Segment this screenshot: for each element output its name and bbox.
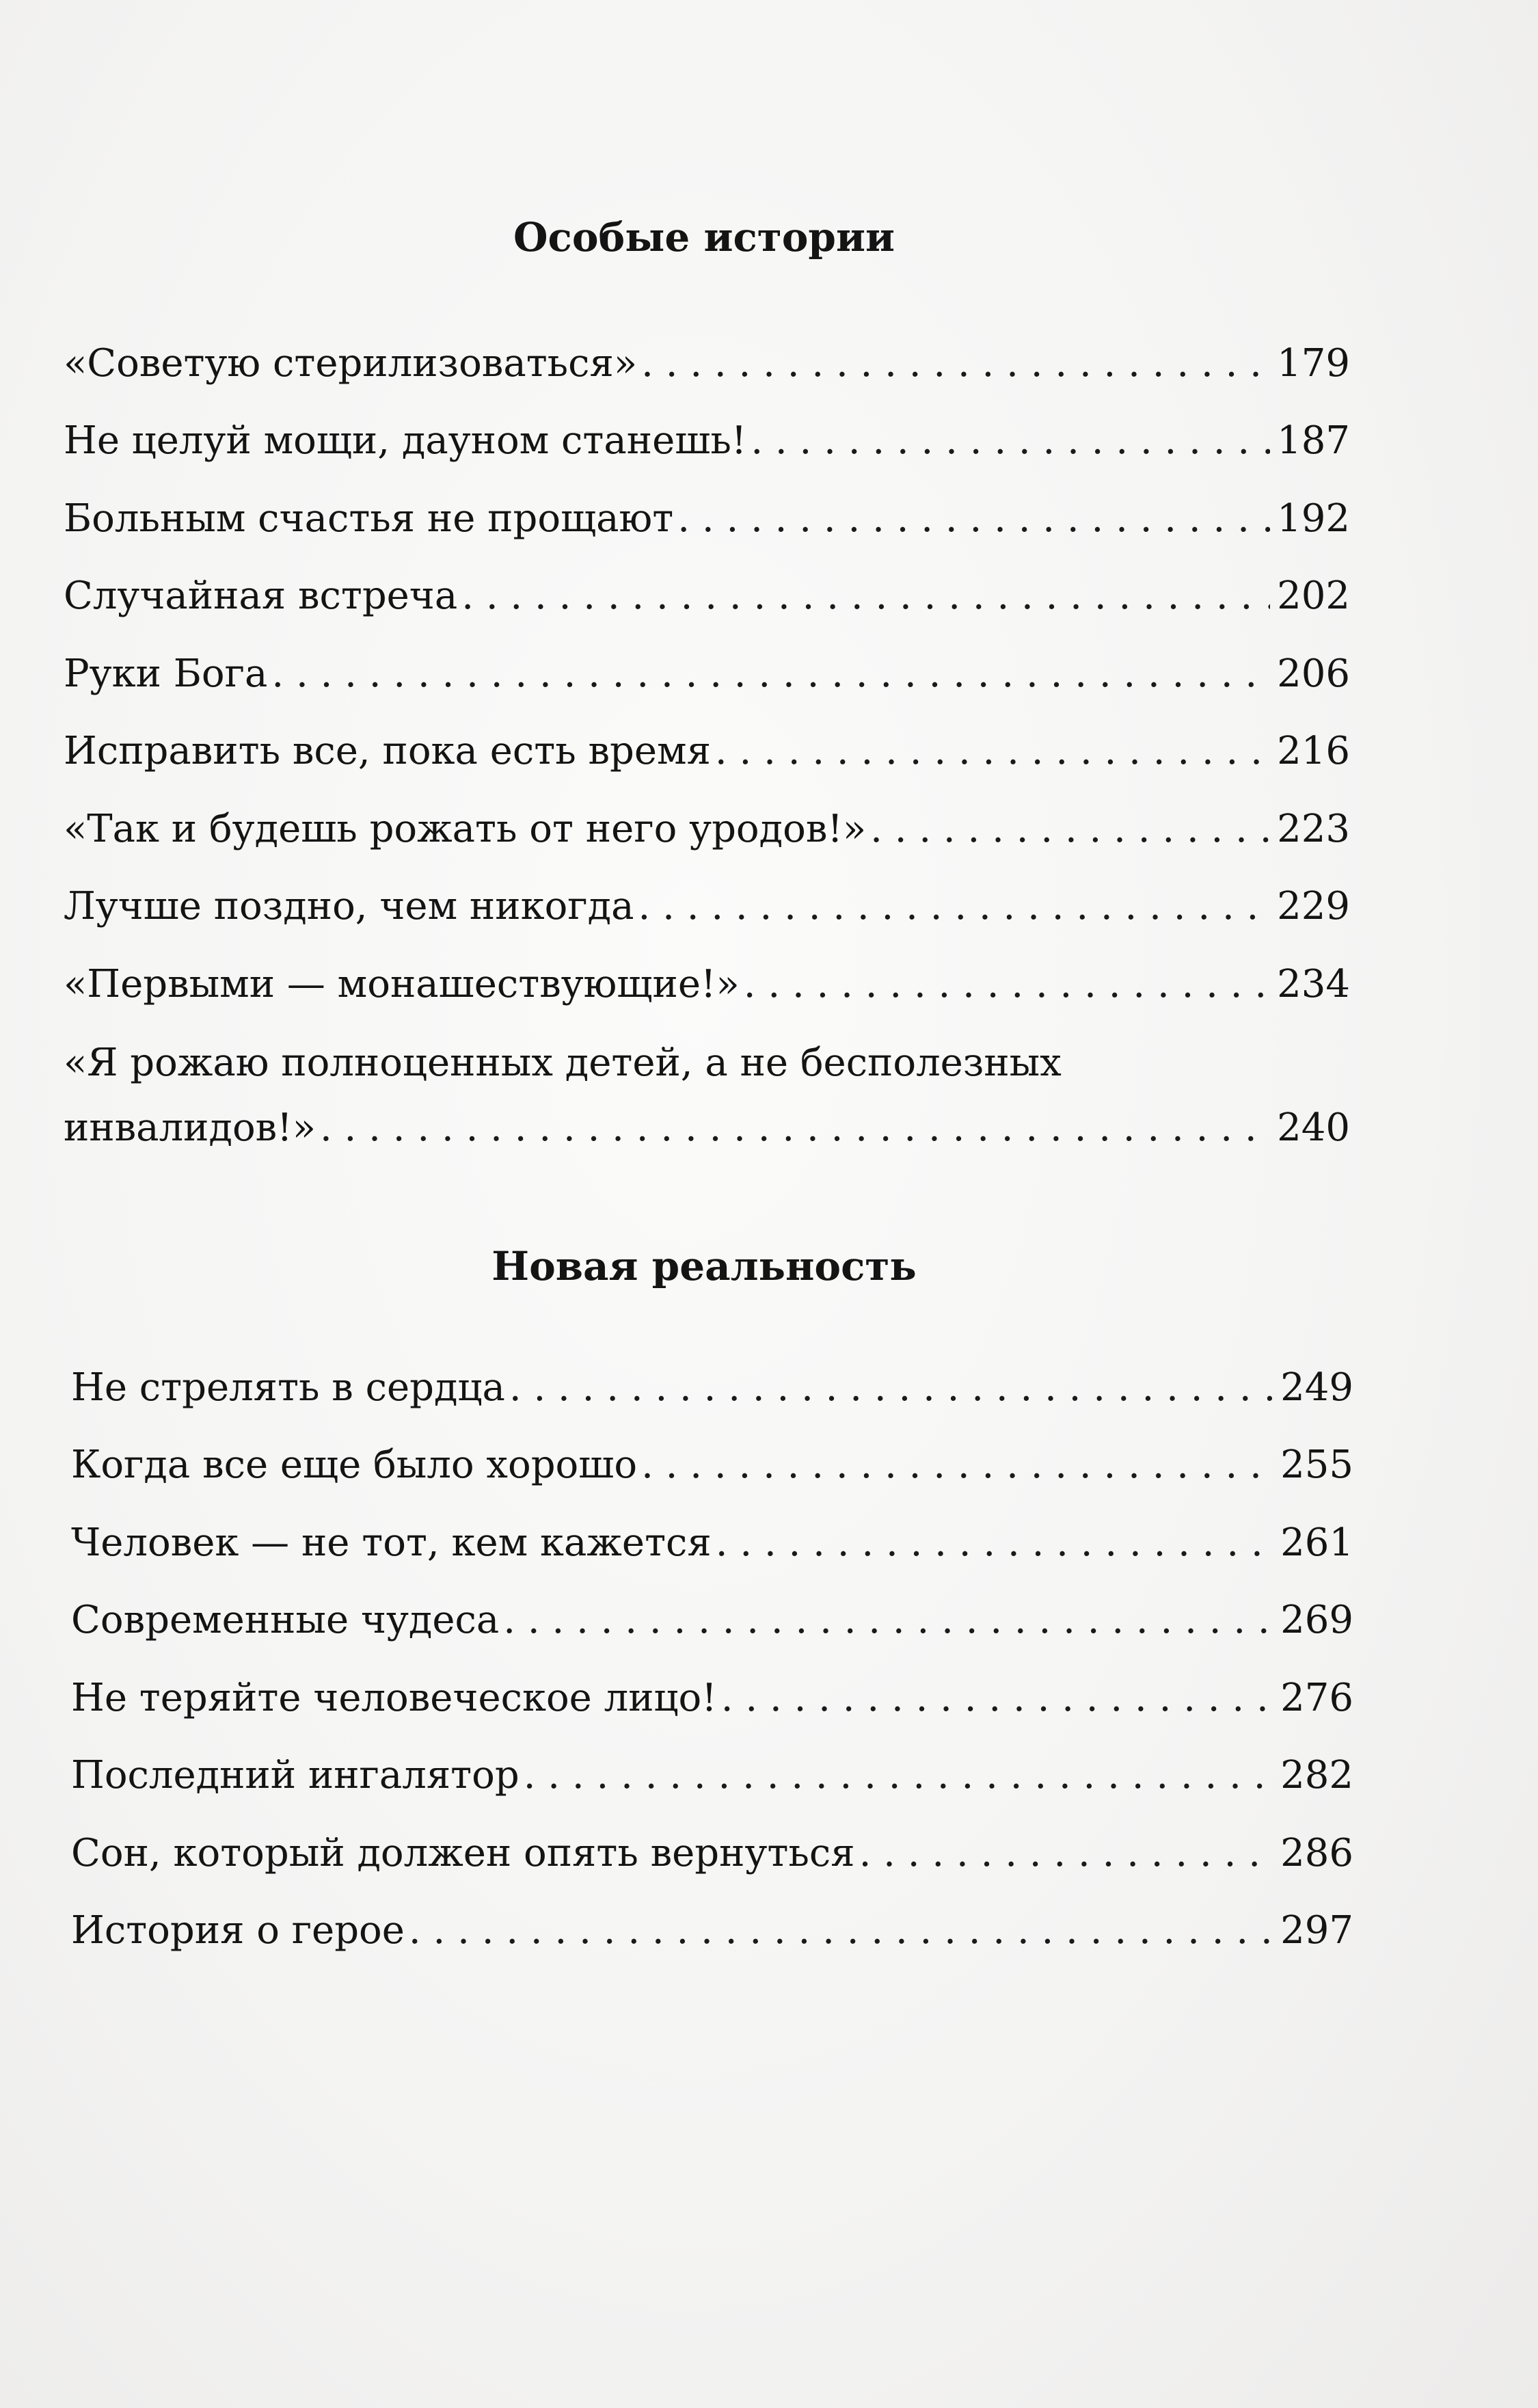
toc-entry[interactable] xyxy=(71,1365,1353,1410)
toc-entry[interactable] xyxy=(71,1908,1353,1953)
toc-entry-title: Исправить все, пока есть время xyxy=(64,729,711,773)
toc-entry-page: 297 xyxy=(1280,1908,1353,1953)
toc-entry[interactable] xyxy=(71,1443,1353,1487)
toc-entry-title: Не теряйте человеческое лицо! xyxy=(71,1676,717,1720)
toc-entry[interactable] xyxy=(71,1676,1353,1720)
toc-entry-page: 282 xyxy=(1280,1753,1353,1797)
toc-entry-title: «Первыми — монашествующие!» xyxy=(64,962,740,1006)
toc-entry-title: Больным счастья не прощают xyxy=(64,496,674,541)
toc-entry-title: История о герое xyxy=(71,1908,405,1953)
toc-leader-dots xyxy=(744,965,1270,1004)
toc-entry[interactable] xyxy=(64,418,1350,463)
toc-entry-page: 229 xyxy=(1277,884,1350,928)
toc-entry-page: 234 xyxy=(1277,962,1350,1006)
toc-entry-title: «Советую стерилизоваться» xyxy=(64,341,638,386)
toc-entry[interactable] xyxy=(64,652,1350,696)
toc-entry-title: Лучше поздно, чем никогда xyxy=(64,884,634,928)
section-title-new-reality: Новая реальность xyxy=(491,1243,917,1289)
toc-leader-dots xyxy=(677,500,1270,538)
toc-entry[interactable] xyxy=(71,1521,1353,1565)
toc-entry[interactable] xyxy=(64,729,1350,773)
toc-entry-page: 216 xyxy=(1277,729,1350,773)
toc-leader-dots xyxy=(715,732,1270,771)
toc-leader-dots xyxy=(503,1601,1273,1640)
toc-leader-dots xyxy=(524,1756,1273,1795)
toc-entry-page: 206 xyxy=(1277,652,1350,696)
toc-entry[interactable] xyxy=(64,1106,1350,1150)
toc-entry-page: 240 xyxy=(1277,1106,1350,1150)
toc-entry-title: «Так и будешь рожать от него уродов!» xyxy=(64,807,867,851)
toc-entry-page: 179 xyxy=(1277,341,1350,386)
toc-entry[interactable] xyxy=(64,884,1350,928)
toc-entry-page: 223 xyxy=(1277,807,1350,851)
toc-entry-page: 255 xyxy=(1280,1443,1353,1487)
toc-entry-title: Не целуй мощи, дауном станешь! xyxy=(64,418,747,463)
toc-entry[interactable] xyxy=(64,341,1350,386)
toc-leader-dots xyxy=(721,1679,1273,1717)
toc-leader-dots xyxy=(461,577,1270,615)
toc-leader-dots xyxy=(271,655,1270,693)
toc-entry-page: 249 xyxy=(1280,1365,1353,1410)
section-title-special-stories: Особые истории xyxy=(513,214,895,260)
toc-entry-title: инвалидов!» xyxy=(64,1106,316,1150)
toc-leader-dots xyxy=(638,887,1271,926)
toc-entry[interactable] xyxy=(71,1831,1353,1875)
toc-entry-page: 261 xyxy=(1280,1521,1353,1565)
toc-entry[interactable] xyxy=(64,962,1350,1006)
toc-leader-dots xyxy=(509,1369,1273,1407)
toc-entry[interactable] xyxy=(71,1598,1353,1642)
toc-entry-page: 269 xyxy=(1280,1598,1353,1642)
toc-entry-title-line1: «Я рожаю полноценных детей, а не бесполезных xyxy=(64,1041,1062,1085)
toc-leader-dots xyxy=(859,1834,1274,1873)
toc-leader-dots xyxy=(751,422,1270,460)
toc-entry-page: 286 xyxy=(1280,1831,1353,1875)
toc-leader-dots xyxy=(641,345,1270,383)
toc-leader-dots xyxy=(870,810,1270,848)
toc-entry[interactable] xyxy=(64,496,1350,541)
toc-entry-title: Последний ингалятор xyxy=(71,1753,520,1797)
toc-entry-page: 276 xyxy=(1280,1676,1353,1720)
toc-entry[interactable] xyxy=(71,1753,1353,1797)
toc-entry-title: Не стрелять в сердца xyxy=(71,1365,505,1410)
toc-entry-title: Человек — не тот, кем кажется xyxy=(71,1521,712,1565)
toc-entry-page: 202 xyxy=(1277,574,1350,618)
toc-leader-dots xyxy=(320,1109,1270,1147)
toc-entry-title: Случайная встреча xyxy=(64,574,458,618)
toc-entry[interactable] xyxy=(64,574,1350,618)
toc-entry-title: Сон, который должен опять вернуться xyxy=(71,1831,855,1875)
toc-entry-title: Современные чудеса xyxy=(71,1598,500,1642)
toc-entry[interactable] xyxy=(64,807,1350,851)
toc-leader-dots xyxy=(409,1912,1273,1950)
toc-entry-title: Руки Бога xyxy=(64,652,268,696)
toc-leader-dots xyxy=(716,1524,1273,1562)
toc-entry-title: Когда все еще было хорошо xyxy=(71,1443,638,1487)
toc-entry-page: 192 xyxy=(1277,496,1350,541)
toc-entry-page: 187 xyxy=(1277,418,1350,463)
toc-leader-dots xyxy=(641,1446,1273,1484)
